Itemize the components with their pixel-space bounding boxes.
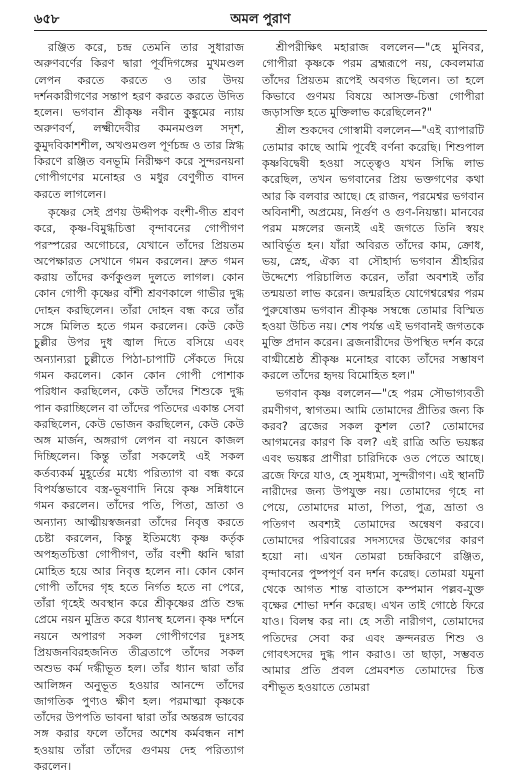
paragraph: শ্রীল শুকদেব গোস্বামী বললেন—"এই ব্যাপারটি তোমার কাছে আমি পূর্বেই বর্ণনা করেছি। শিশুপাল কৃষ্ণবিদ্বেষী হওয়া সত্ত্বেও যখন সিদ্ধি লাভ করেছিল, তখন ভগবানের প্রিয় ভক্তগণের কথা আর কি বলবার আছে। হে রাজন, পরমেশ্বর ভগবান অবিনাশী, অপ্রমেয়, নির্গুণ ও গুণ-নিয়ন্তা। মানবের পরম মঙ্গলের জন্যই এই জগতে তিনি স্বয়ং আবির্ভূত হন। যাঁরা অবিরত তাঁদের কাম, ক্রোধ, ভয়, স্নেহ, ঐক্য বা সৌহার্দ্য ভগবান শ্রীহরির উদ্দেশ্যে পরিচালিত করেন, তাঁরা অবশ্যই তাঁর তন্ময়তা লাভ করেন। জন্মরহিত যোগেশ্বরেশ্বর পরম পুরুষোত্তম ভগবান শ্রীকৃষ্ণ সম্বন্ধে তোমার বিস্মিত হওয়া উচিত নয়। শেষ পর্যন্ত এই ভগবানই জগতকে মুক্তি প্রদান করেন। ব্রজনারীদের উপস্থিত দর্শন করে বাগ্মীশ্রেষ্ঠ শ্রীকৃষ্ণ মনোহর বাক্যে তাঁদের সম্ভাষণ করলে তাঁদের হৃদয় বিমোহিত হল।" — [262, 124, 484, 382]
paragraph: রঞ্জিত করে, চন্দ্র তেমনি তার সুধারাজ অরুণবর্ণের কিরণ দ্বারা পূর্বদিগঙ্গের মুখমণ্ডল লেপন করতে করতে ও তার উদয় দর্শনকারীগণের সন্তাপ হরণ করতে করতে উদিত হলেন। ভগবান শ্রীকৃষ্ণ নবীন কুঙ্কুমের ন্যায় অরুণবর্ণ, লক্ষ্মীদেবীর কমনমণ্ডল সদৃশ, কুমুদবিকাশশীল, অখণ্ডমণ্ডল পূর্ণচন্দ্র ও তার স্নিগ্ধ কিরণে রঞ্জিত বনভূমি নিরীক্ষণ করে সুন্দরনয়না গোপীগণের মনোহর ও মধুর বেণুগীত বাদন করতে লাগলেন। — [34, 41, 244, 201]
page-header — [34, 10, 487, 31]
paragraph: শ্রীপরীক্ষিৎ মহারাজ বললেন—"হে মুনিবর, গোপীরা কৃষ্ণকে পরম ব্রহ্মরূপে নয়, কেবলমাত্র তাঁদের প্রিয়তম রূপেই অবগত ছিলেন। তা হলে কিভাবে গুণময় বিষয়ে আসক্ত-চিত্তা গোপীরা জড়াসক্তি হতে মুক্তিলাভ করেছিলেন?" — [262, 41, 484, 120]
paragraph: ভগবান কৃষ্ণ বললেন—"হে পরম সৌভাগ্যবতী রমণীগণ, স্বাগতম। আমি তোমাদের প্রীতির জন্য কি করব? ব্রজের সকল কুশল তো? তোমাদের আগমনের কারণ কি বল? এই রাত্রি অতি ভয়ঙ্কর এবং ভয়ঙ্কর প্রাণীরা চারিদিকে ওত পেতে আছে। ব্রজে ফিরে যাও, হে সুমধ্যমা, সুন্দরীগণ। এই স্থানটি নারীদের জন্য উপযুক্ত নয়। তোমাদের গৃহে না পেয়ে, তোমাদের মাতা, পিতা, পুত্র, ভ্রাতা ও পতিগণ অবশ্যই তোমাদের অন্বেষণ করবে। তোমাদের পরিবারের সদস্যদের উদ্বেগের কারণ হয়ো না। এখন তোমরা চন্দ্রকিরণে রঞ্জিত, বৃন্দাবনের পুষ্পপূর্ণ বন দর্শন করেছ। তোমরা যমুনা থেকে আগত শান্ত বাতাসে কম্পমান পল্লব-যুক্ত বৃক্ষের শোভা দর্শন করেছ। এখন তাই গোষ্ঠে ফিরে যাও। বিলম্ব কর না। হে সতী নারীগণ, তোমাদের পতিদের সেবা কর এবং ক্রন্দনরত শিশু ও গোবৎসদের দুগ্ধ পান করাও। তা ছাড়া, সম্ভবত আমার প্রতি প্রবল প্রেমবশত তোমাদের চিত্ত বশীভূত হওয়াতে তোমরা — [262, 387, 484, 694]
paragraph: কৃষ্ণের সেই প্রণয় উদ্দীপক বংশী-গীত শ্রবণ করে, কৃষ্ণ-বিমুগ্ধচিত্তা বৃন্দাবনের গোপীগণ পরস্পরের অগোচরে, যেখানে তাঁদের প্রিয়তম অপেক্ষারত সেখানে গমন করলেন। দ্রুত গমন করায় তাঁদের কর্ণকুণ্ডল দুলতে লাগল। কোন কোন গোপী কৃষ্ণের বাঁশী শ্রবণকালে গাভীর দুগ্ধ দোহন করছিলেন। তাঁরা দোহন বন্ধ করে তাঁর সঙ্গে মিলিত হতে গমন করলেন। কেউ কেউ চুল্লীর উপর দুধ জ্বাল দিতে বসিয়ে এবং অন্যান্যরা চুল্লীতে পিঠা-চাপাটি সেঁকতে দিয়ে গমন করলেন। কোন কোন গোপী পোশাক পরিধান করছিলেন, কেউ তাঁদের শিশুকে দুগ্ধ পান করাচ্ছিলেন বা তাঁদের পতিদের একান্ত সেবা করছিলেন, কেউ ভোজন করছিলেন, কেউ কেউ অঙ্গ মার্জন, অঙ্গরাগ লেপন বা নয়নে কাজল দিচ্ছিলেন। কিন্তু তাঁরা সকলেই এই সকল কর্তব্যকর্ম মুহূর্তের মধ্যে পরিত্যাগ বা বন্ধ করে বিপর্যস্তভাবে বস্ত্র-ভূষণাদি নিয়ে কৃষ্ণ সন্নিধানে গমন করলেন। তাঁদের পতি, পিতা, ভ্রাতা ও অন্যান্য আত্মীয়স্বজনরা তাঁদের নিবৃত্ত করতে চেষ্টা করলেন, কিন্তু ইতিমধ্যে কৃষ্ণ কর্তৃক অপহৃতচিত্তা গোপীগণ, তাঁর বংশী ধ্বনি দ্বারা মোহিত হয়ে আর নিবৃত্ত হলেন না। কোন কোন গোপী তাঁদের গৃহ হতে নির্গত হতে না পেরে, তাঁরা গৃহেই অবস্থান করে শ্রীকৃষ্ণের প্রতি শুদ্ধ প্রেমে নয়ন মুদ্রিত করে ধ্যানস্থ হলেন। কৃষ্ণ দর্শনে নয়নে অপারগ সকল গোপীগণের দুঃসহ প্রিয়জনবিরহজনিত তীব্রতাপে তাঁদের সকল অশুভ কর্ম দগ্ধীভূত হল। তাঁর ধ্যান দ্বারা তাঁর আলিঙ্গন অনুভূত হওয়ার আনন্দে তাঁদের জাগতিক পুণ্যও ক্ষীণ হল। পরমাত্মা কৃষ্ণকে তাঁদের উপপতি ভাবনা দ্বারা তাঁর অন্তরঙ্গ ভাবের সঙ্গ করার ফলে তাঁদের অশেষ কর্মবন্ধন নাশ হওয়ায় তাঁরা তাঁদের গুণময় দেহ পরিত্যাগ করলেন। — [34, 205, 244, 774]
running-title: অমল পুরাণ — [230, 12, 291, 27]
left-column — [34, 40, 244, 774]
page-number: ৬৫৮ — [34, 12, 60, 27]
right-column — [262, 40, 484, 694]
